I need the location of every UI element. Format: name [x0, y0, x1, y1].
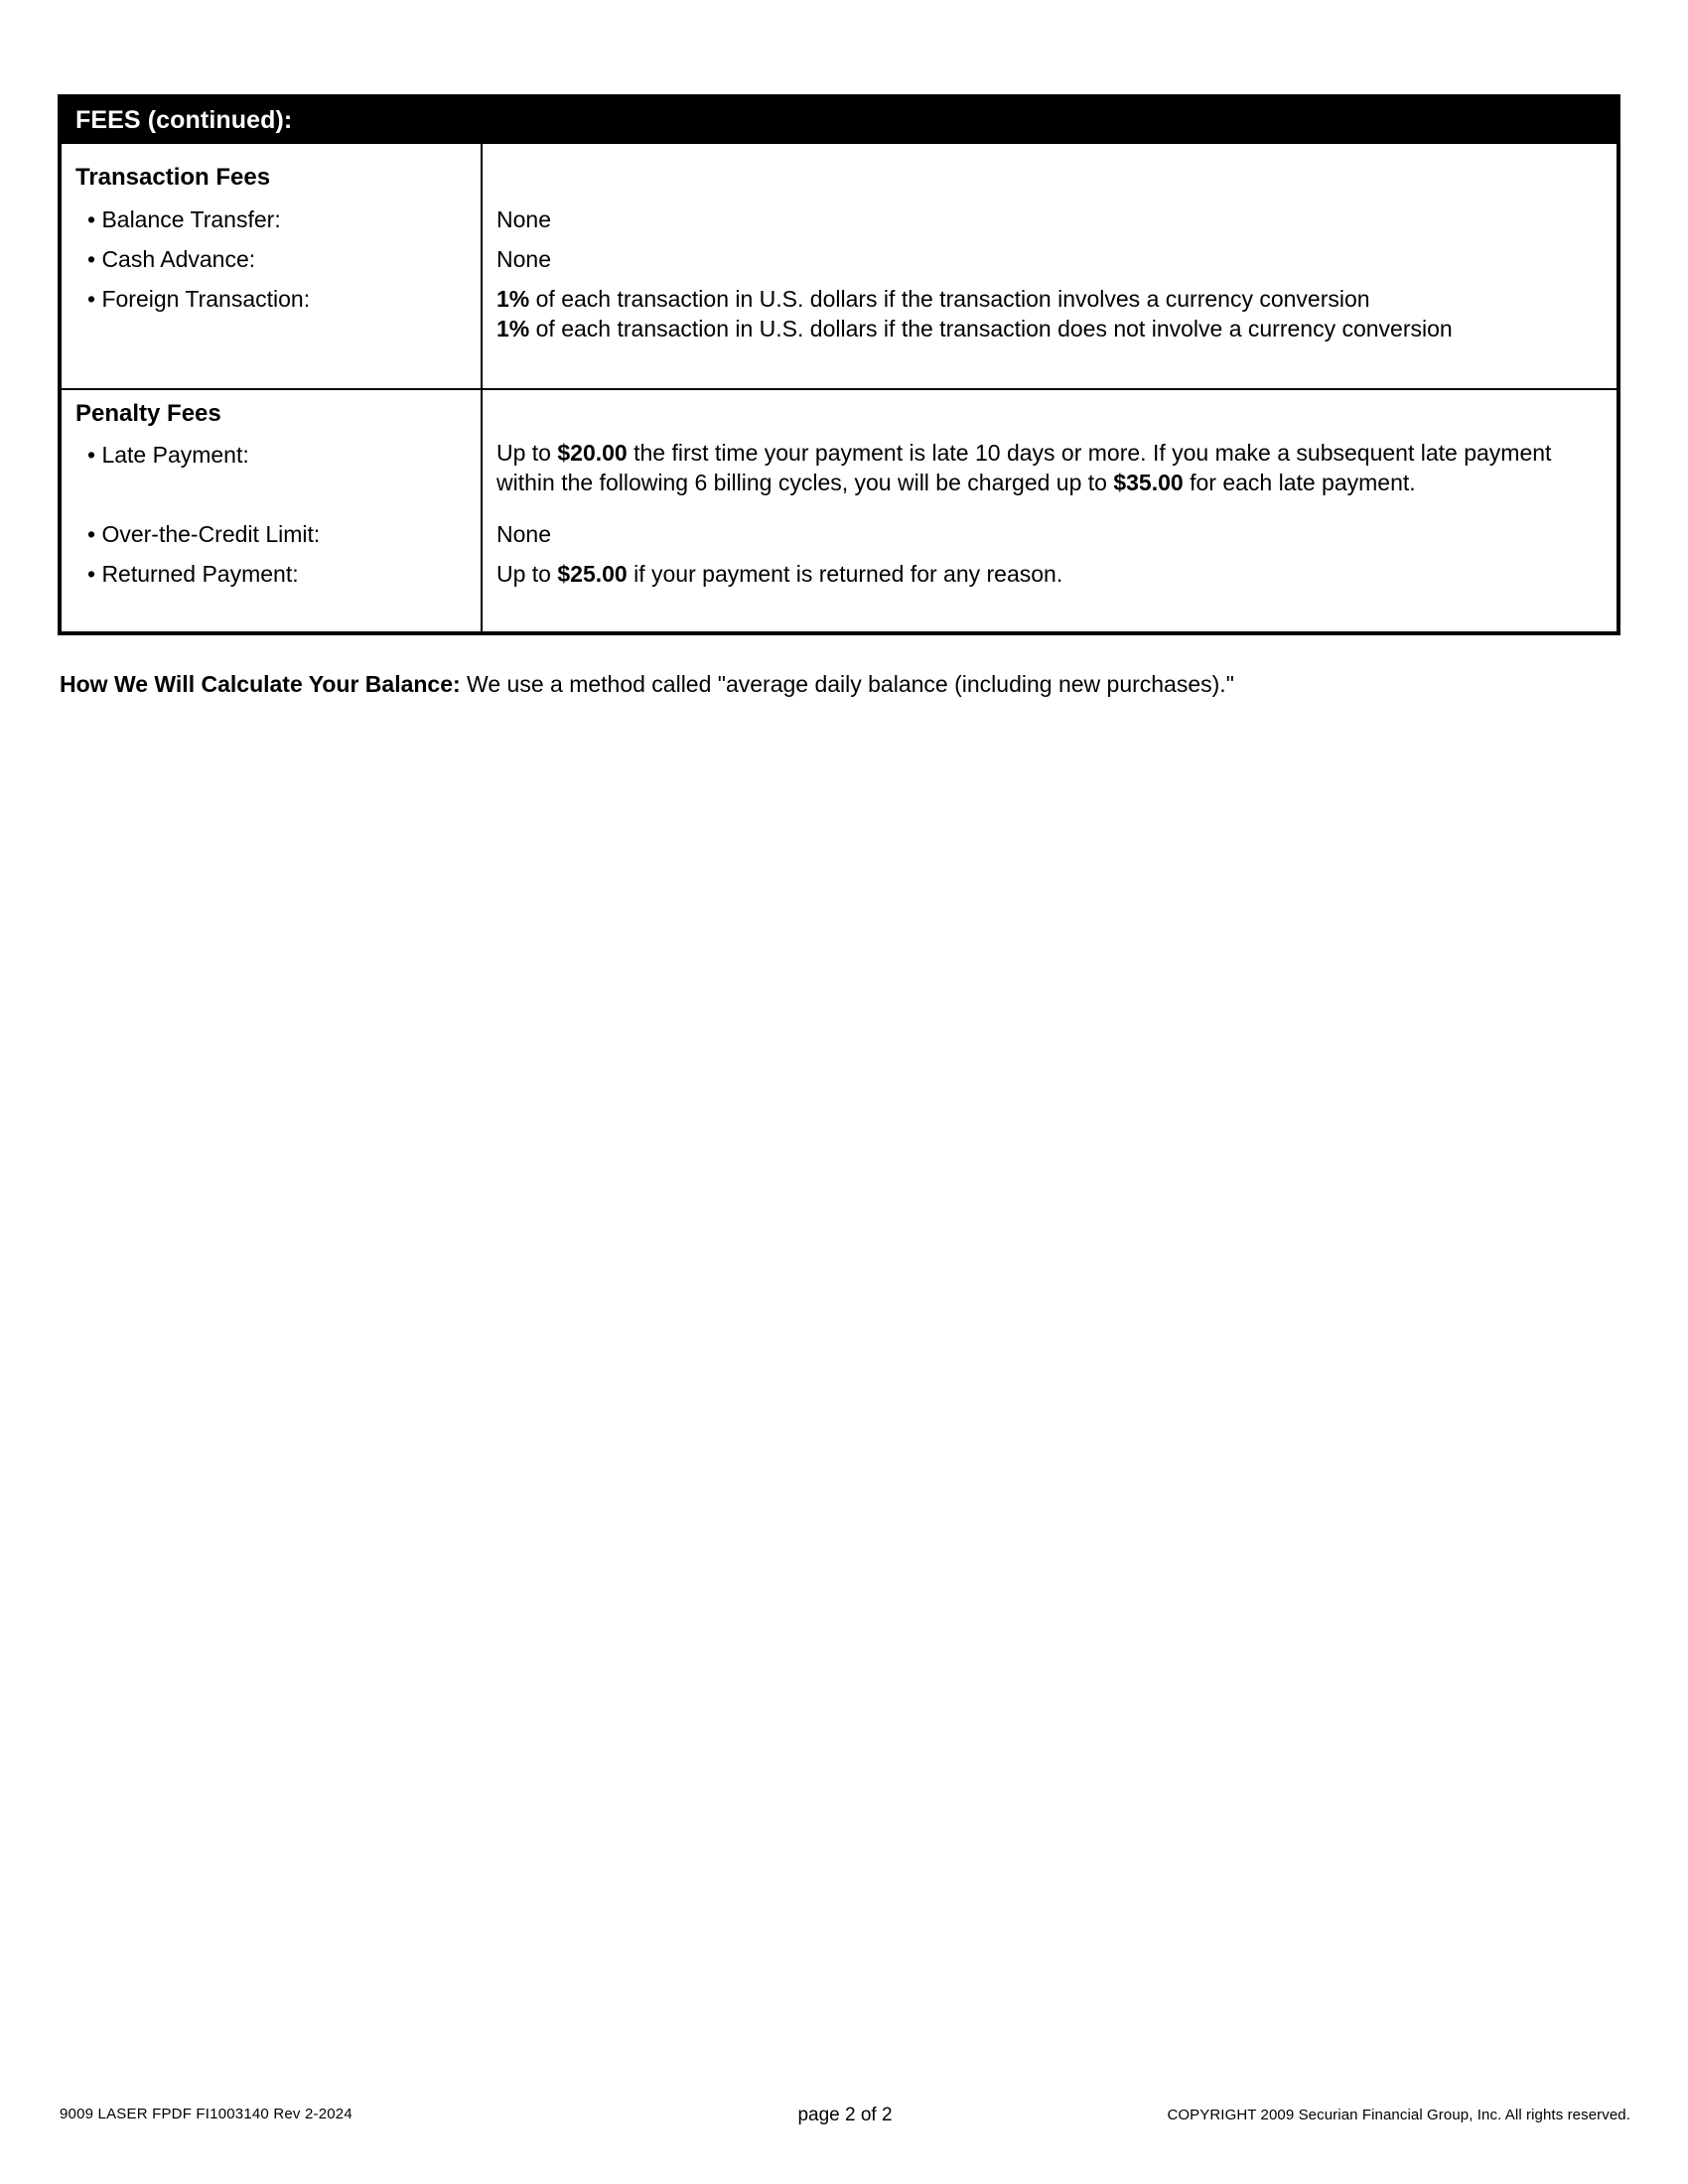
- cash-advance-value: None: [496, 246, 551, 272]
- late-payment-amount-subsequent: $35.00: [1113, 470, 1184, 495]
- penalty-fees-section: [62, 388, 1617, 631]
- foreign-transaction-rate-1: 1%: [496, 286, 530, 312]
- balance-calculation-text: We use a method called "average daily balance (including new purchases).": [460, 671, 1234, 697]
- late-payment-text-2: the first time your payment is late 10 days or more. If you make a subsequent late payment within the following 6 billing cycles, you will be charged up to: [496, 440, 1552, 495]
- fees-table: [58, 94, 1620, 635]
- returned-payment-text-1: Up to: [496, 561, 558, 587]
- transaction-fees-section: [62, 144, 1617, 388]
- footer-copyright: COPYRIGHT 2009 Securian Financial Group, Inc. All rights reserved.: [1167, 2107, 1630, 2123]
- foreign-transaction-text-2: of each transaction in U.S. dollars if the transaction does not involve a currency conversion: [529, 316, 1453, 341]
- balance-calculation-heading: How We Will Calculate Your Balance:: [60, 671, 461, 697]
- foreign-transaction-text-1: of each transaction in U.S. dollars if the transaction involves a currency conversion: [529, 286, 1370, 312]
- returned-payment-value: [483, 563, 1062, 586]
- foreign-transaction-label: • Foreign Transaction:: [87, 286, 311, 312]
- footer-page-number: page 2 of 2: [797, 2105, 893, 2125]
- footer-form-number: 9009 LASER FPDF FI1003140 Rev 2-2024: [60, 2106, 352, 2122]
- fees-table-header: FEES (continued):: [62, 98, 1617, 144]
- foreign-transaction-value: [483, 284, 1617, 343]
- cash-advance-label: • Cash Advance:: [87, 246, 256, 272]
- late-payment-label: • Late Payment:: [87, 442, 249, 468]
- balance-calculation-note: [60, 671, 1234, 699]
- late-payment-amount-first: $20.00: [557, 440, 628, 466]
- balance-transfer-value: None: [496, 206, 551, 232]
- returned-payment-label: • Returned Payment:: [87, 561, 299, 587]
- late-payment-value: [483, 438, 1617, 497]
- transaction-fees-title: Transaction Fees: [75, 164, 271, 191]
- late-payment-text-1: Up to: [496, 440, 558, 466]
- balance-transfer-label: • Balance Transfer:: [87, 206, 281, 232]
- penalty-fees-values-column: [483, 390, 1617, 631]
- over-the-credit-limit-value: None: [496, 521, 551, 547]
- penalty-fees-labels-column: [62, 390, 483, 631]
- late-payment-text-3: for each late payment.: [1183, 470, 1416, 495]
- returned-payment-amount: $25.00: [557, 561, 628, 587]
- foreign-transaction-rate-2: 1%: [496, 316, 530, 341]
- page-footer: [60, 2107, 1630, 2130]
- over-the-credit-limit-label: • Over-the-Credit Limit:: [87, 521, 321, 547]
- transaction-fees-labels-column: [62, 144, 483, 388]
- transaction-fees-values-column: [483, 144, 1617, 388]
- returned-payment-text-2: if your payment is returned for any reason.: [627, 561, 1063, 587]
- penalty-fees-title: Penalty Fees: [75, 400, 221, 427]
